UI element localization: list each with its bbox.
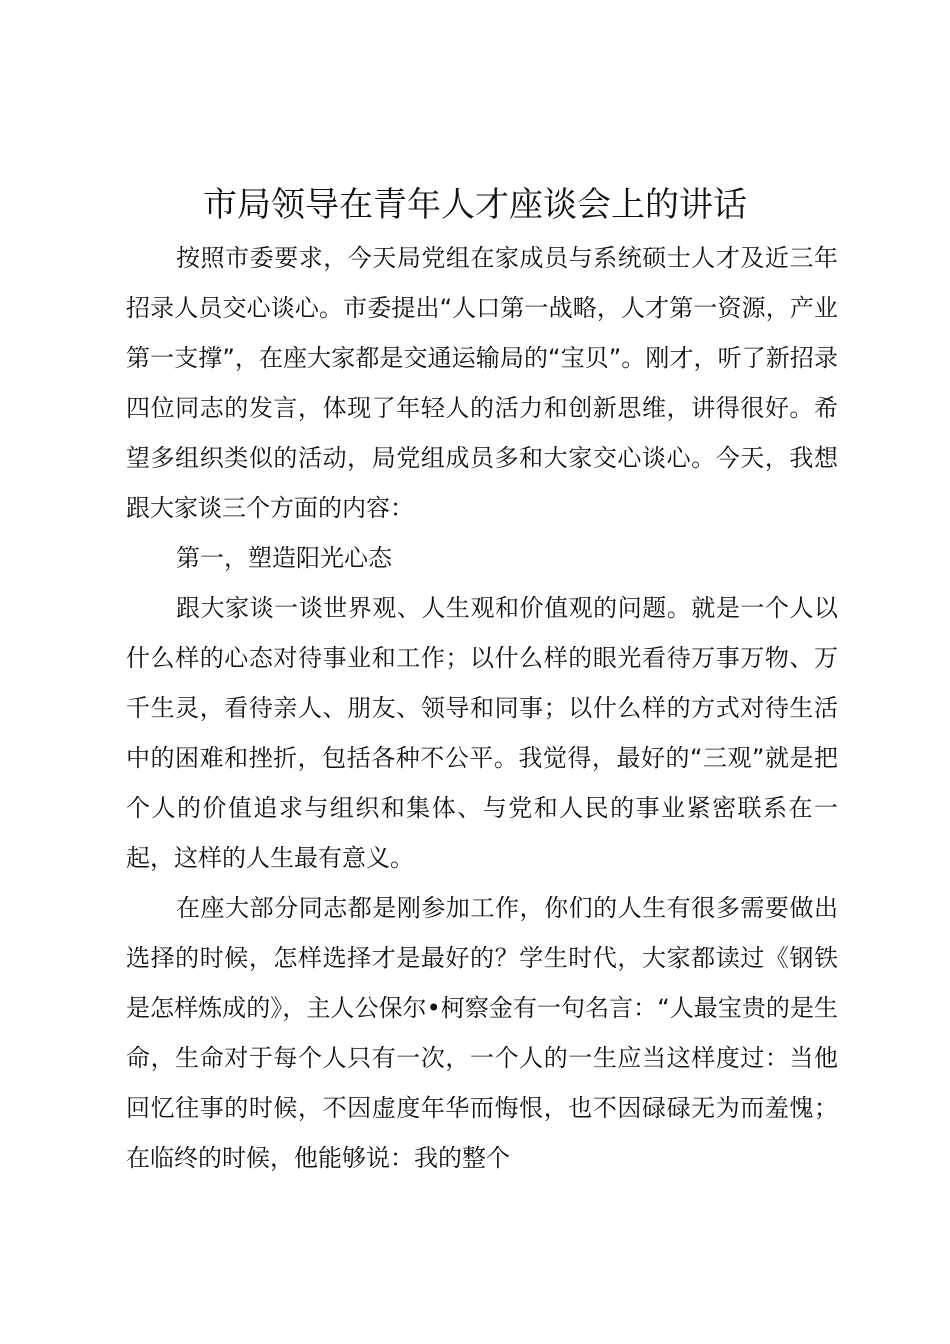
paragraph-intro: 按照市委要求，今天局党组在家成员与系统硕士人才及近三年招录人员交心谈心。市委提出“人口第一战略，人才第一资源，产业第一支撑”，在座大家都是交通运输局的“宝贝”。刚才，听了新招录四位同志的发言，体现了年轻人的活力和创新思维，讲得很好。希望多组织类似的活动，局党组成员多和大家交心谈心。今天，我想跟大家谈三个方面的内容：	[126, 244, 838, 522]
section-heading-first: 第一，塑造阳光心态	[176, 544, 392, 572]
paragraph-worldview: 跟大家谈一谈世界观、人生观和价值观的问题。就是一个人以什么样的心态对待事业和工作；以什么样的眼光看待万事万物、万千生灵，看待亲人、朋友、领导和同事；以什么样的方式对待生活中的困难和挫折，包括各种不公平。我觉得，最好的“三观”就是把个人的价值追求与组织和集体、与党和人民的事业紧密联系在一起，这样的人生最有意义。	[126, 594, 838, 872]
paragraph-choices: 在座大部分同志都是刚参加工作，你们的人生有很多需要做出选择的时候，怎样选择才是最好的？学生时代，大家都读过《钢铁是怎样炼成的》，主人公保尔•柯察金有一句名言：“人最宝贵的是生命，生命对于每个人只有一次，一个人的一生应当这样度过：当他回忆往事的时候，不因虚度年华而悔恨，也不因碌碌无为而羞愧；在临终的时候，他能够说：我的整个	[126, 894, 838, 1172]
document-body	[126, 233, 838, 1183]
document-title: 市局领导在青年人才座谈会上的讲话	[203, 185, 747, 225]
